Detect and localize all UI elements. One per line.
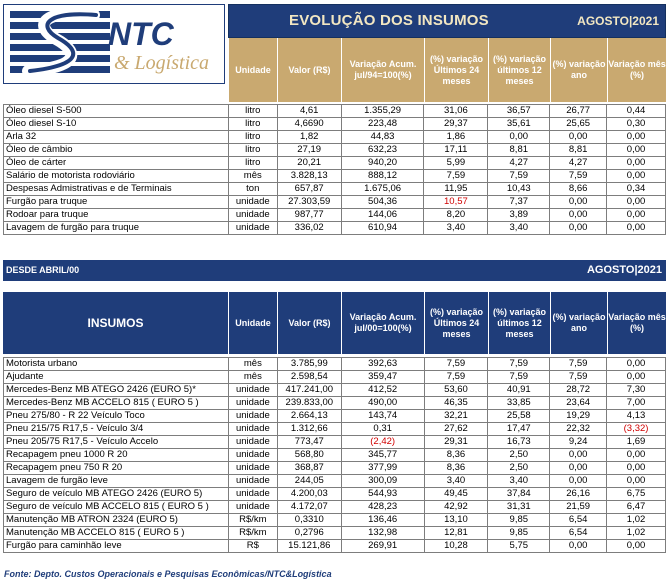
cell-ano: 26,16 (550, 488, 607, 501)
cell-name: Furgão para caminhão leve (4, 540, 229, 553)
cell-v24: 10,57 (424, 196, 488, 209)
cell-ano: 21,59 (550, 501, 607, 514)
cell-v12: 7,59 (488, 170, 550, 183)
cell-ano: 0,00 (550, 196, 607, 209)
cell-ano: 0,00 (550, 222, 607, 235)
cell-v12: 40,91 (488, 384, 550, 397)
cell-acum: 1.675,06 (341, 183, 424, 196)
cell-mes: 1,69 (607, 436, 666, 449)
cell-mes: 0,00 (607, 170, 666, 183)
cell-v12: 0,00 (488, 131, 550, 144)
cell-ano: 0,00 (550, 462, 607, 475)
cell-unit: unidade (228, 196, 277, 209)
cell-unit: R$/km (228, 514, 277, 527)
cell-acum: 300,09 (341, 475, 424, 488)
t2-col-ano: (%) variação ano (550, 292, 607, 354)
cell-v12: 31,31 (488, 501, 550, 514)
cell-mes: 0,00 (607, 462, 666, 475)
cell-v24: 17,11 (424, 144, 488, 157)
table-row (4, 397, 666, 410)
t2-col-v12: (%) variação últimos 12 meses (488, 292, 550, 354)
cell-acum: 544,93 (341, 488, 424, 501)
cell-v24: 5,99 (424, 157, 488, 170)
cell-v12: 2,50 (488, 462, 550, 475)
table-row (4, 423, 666, 436)
cell-v24: 3,40 (424, 222, 488, 235)
cell-v12: 2,50 (488, 449, 550, 462)
cell-v24: 29,37 (424, 118, 488, 131)
table-row (4, 196, 666, 209)
cell-ano: 0,00 (550, 209, 607, 222)
cell-acum: 412,52 (341, 384, 424, 397)
cell-acum: 428,23 (341, 501, 424, 514)
cell-v24: 32,21 (424, 410, 488, 423)
cell-acum: 940,20 (341, 157, 424, 170)
cell-mes: 0,00 (607, 358, 666, 371)
t2-col-unit: Unidade (228, 292, 277, 354)
t1-col-ano: (%) variação ano (550, 38, 607, 102)
cell-ano: 6,54 (550, 514, 607, 527)
t2-col-insumos: INSUMOS (3, 292, 228, 354)
cell-name: Furgão para truque (4, 196, 229, 209)
cell-v24: 10,28 (424, 540, 488, 553)
t1-col-unit: Unidade (228, 38, 277, 102)
cell-value: 4,61 (277, 105, 341, 118)
ntc-logo (3, 4, 225, 84)
cell-value: 1.312,66 (277, 423, 341, 436)
table-row (4, 157, 666, 170)
cell-v12: 17,47 (488, 423, 550, 436)
cell-mes: 0,34 (607, 183, 666, 196)
table-row (4, 501, 666, 514)
cell-v24: 7,59 (424, 371, 488, 384)
cell-acum: 377,99 (341, 462, 424, 475)
cell-value: 0,3310 (277, 514, 341, 527)
cell-name: Motorista urbano (4, 358, 229, 371)
cell-value: 336,02 (277, 222, 341, 235)
cell-name: Rodoar para truque (4, 209, 229, 222)
cell-name: Manutenção MB ACCELO 815 ( EURO 5 ) (4, 527, 229, 540)
cell-name: Ajudante (4, 371, 229, 384)
cell-unit: mês (228, 170, 277, 183)
cell-mes: 0,00 (607, 222, 666, 235)
cell-name: Lavagem de furgão para truque (4, 222, 229, 235)
cell-v12: 9,85 (488, 527, 550, 540)
cell-v12: 3,40 (488, 222, 550, 235)
cell-v24: 49,45 (424, 488, 488, 501)
cell-value: 4,6690 (277, 118, 341, 131)
section-2-label: DESDE ABRIL/00 (6, 265, 80, 275)
t1-col-value: Valor (R$) (277, 38, 341, 102)
cell-value: 4.200,03 (277, 488, 341, 501)
insumos-table-2 (3, 357, 666, 553)
cell-ano: 4,27 (550, 157, 607, 170)
cell-ano: 6,54 (550, 527, 607, 540)
cell-mes: 0,00 (607, 209, 666, 222)
table-row (4, 527, 666, 540)
cell-unit: litro (228, 105, 277, 118)
cell-v12: 4,27 (488, 157, 550, 170)
cell-unit: unidade (228, 488, 277, 501)
cell-ano: 23,64 (550, 397, 607, 410)
table-row (4, 105, 666, 118)
cell-ano: 8,81 (550, 144, 607, 157)
cell-value: 657,87 (277, 183, 341, 196)
cell-v24: 8,20 (424, 209, 488, 222)
t1-col-mes: Variação mês (%) (607, 38, 666, 102)
cell-v12: 36,57 (488, 105, 550, 118)
cell-v24: 8,36 (424, 449, 488, 462)
cell-name: Óleo de câmbio (4, 144, 229, 157)
cell-name: Salário de motorista rodoviário (4, 170, 229, 183)
table-row (4, 371, 666, 384)
table-row (4, 118, 666, 131)
cell-acum: 44,83 (341, 131, 424, 144)
page-title: EVOLUÇÃO DOS INSUMOS (289, 12, 489, 29)
cell-value: 2.664,13 (277, 410, 341, 423)
cell-value: 368,87 (277, 462, 341, 475)
cell-mes: 7,00 (607, 397, 666, 410)
cell-v24: 12,81 (424, 527, 488, 540)
cell-unit: unidade (228, 449, 277, 462)
cell-name: Recapagem pneu 1000 R 20 (4, 449, 229, 462)
cell-v24: 7,59 (424, 170, 488, 183)
cell-ano: 9,24 (550, 436, 607, 449)
cell-value: 773,47 (277, 436, 341, 449)
cell-unit: unidade (228, 436, 277, 449)
cell-name: Lavagem de furgão leve (4, 475, 229, 488)
table-row (4, 358, 666, 371)
cell-v12: 7,59 (488, 371, 550, 384)
cell-mes: 4,13 (607, 410, 666, 423)
footer-source: Fonte: Depto. Custos Operacionais e Pesquisas Econômicas/NTC&Logística (4, 569, 332, 579)
table-row (4, 436, 666, 449)
cell-name: Pneu 205/75 R17,5 - Veículo Accelo (4, 436, 229, 449)
cell-acum: 132,98 (341, 527, 424, 540)
cell-unit: unidade (228, 222, 277, 235)
table-row (4, 514, 666, 527)
insumos-table-1 (3, 104, 666, 235)
cell-v24: 7,59 (424, 358, 488, 371)
cell-value: 244,05 (277, 475, 341, 488)
table-row (4, 209, 666, 222)
table-row (4, 222, 666, 235)
cell-unit: unidade (228, 462, 277, 475)
cell-acum: 223,48 (341, 118, 424, 131)
table-row (4, 384, 666, 397)
cell-ano: 28,72 (550, 384, 607, 397)
cell-unit: unidade (228, 384, 277, 397)
cell-name: Despesas Admistrativas e de Terminais (4, 183, 229, 196)
cell-unit: litro (228, 144, 277, 157)
cell-mes: 1,02 (607, 527, 666, 540)
cell-mes: 0,00 (607, 540, 666, 553)
cell-ano: 26,77 (550, 105, 607, 118)
cell-acum: 345,77 (341, 449, 424, 462)
cell-acum: 504,36 (341, 196, 424, 209)
cell-value: 15.121,86 (277, 540, 341, 553)
cell-ano: 0,00 (550, 131, 607, 144)
cell-name: Óleo diesel S-10 (4, 118, 229, 131)
section-2-month: AGOSTO|2021 (586, 264, 662, 276)
cell-ano: 0,00 (550, 449, 607, 462)
cell-v24: 8,36 (424, 462, 488, 475)
cell-v24: 42,92 (424, 501, 488, 514)
t1-col-acum: Variação Acum. jul/94=100(%) (341, 38, 424, 102)
cell-mes: (3,32) (607, 423, 666, 436)
cell-unit: litro (228, 131, 277, 144)
cell-mes: 0,00 (607, 449, 666, 462)
cell-mes: 0,30 (607, 118, 666, 131)
t2-col-acum: Variação Acum. jul/00=100(%) (341, 292, 424, 354)
cell-unit: mês (228, 371, 277, 384)
cell-acum: 490,00 (341, 397, 424, 410)
cell-v24: 27,62 (424, 423, 488, 436)
table-row (4, 183, 666, 196)
cell-name: Manutenção MB ATRON 2324 (EURO 5) (4, 514, 229, 527)
cell-value: 3.785,99 (277, 358, 341, 371)
cell-v24: 3,40 (424, 475, 488, 488)
cell-mes: 6,75 (607, 488, 666, 501)
cell-value: 1,82 (277, 131, 341, 144)
cell-v12: 37,84 (488, 488, 550, 501)
cell-acum: 136,46 (341, 514, 424, 527)
cell-acum: 610,94 (341, 222, 424, 235)
cell-unit: mês (228, 358, 277, 371)
cell-v12: 3,40 (488, 475, 550, 488)
cell-unit: unidade (228, 397, 277, 410)
cell-unit: unidade (228, 423, 277, 436)
cell-name: Mercedes-Benz MB ACCELO 815 ( EURO 5 ) (4, 397, 229, 410)
cell-acum: 359,47 (341, 371, 424, 384)
cell-mes: 0,00 (607, 371, 666, 384)
cell-v12: 7,37 (488, 196, 550, 209)
cell-v24: 46,35 (424, 397, 488, 410)
cell-acum: 143,74 (341, 410, 424, 423)
cell-mes: 7,30 (607, 384, 666, 397)
cell-value: 27.303,59 (277, 196, 341, 209)
cell-value: 27,19 (277, 144, 341, 157)
cell-acum: 0,31 (341, 423, 424, 436)
cell-name: Seguro de veículo MB ACCELO 815 ( EURO 5 ) (4, 501, 229, 514)
cell-value: 4.172,07 (277, 501, 341, 514)
cell-value: 0,2796 (277, 527, 341, 540)
cell-unit: unidade (228, 209, 277, 222)
cell-unit: unidade (228, 410, 277, 423)
cell-name: Seguro de veículo MB ATEGO 2426 (EURO 5) (4, 488, 229, 501)
cell-unit: ton (228, 183, 277, 196)
cell-name: Arla 32 (4, 131, 229, 144)
cell-value: 2.598,54 (277, 371, 341, 384)
table-row (4, 488, 666, 501)
cell-mes: 6,47 (607, 501, 666, 514)
cell-unit: litro (228, 118, 277, 131)
cell-v12: 25,58 (488, 410, 550, 423)
table-row (4, 475, 666, 488)
cell-mes: 0,44 (607, 105, 666, 118)
header-bar (228, 4, 666, 38)
cell-acum: 1.355,29 (341, 105, 424, 118)
cell-v12: 7,59 (488, 358, 550, 371)
cell-v24: 31,06 (424, 105, 488, 118)
cell-unit: R$ (228, 540, 277, 553)
table-row (4, 540, 666, 553)
cell-mes: 0,00 (607, 144, 666, 157)
cell-v12: 10,43 (488, 183, 550, 196)
cell-mes: 0,00 (607, 131, 666, 144)
cell-ano: 8,66 (550, 183, 607, 196)
table-row (4, 462, 666, 475)
cell-mes: 1,02 (607, 514, 666, 527)
cell-unit: unidade (228, 475, 277, 488)
cell-value: 3.828,13 (277, 170, 341, 183)
section-2-bar (3, 260, 666, 281)
table-row (4, 410, 666, 423)
cell-mes: 0,00 (607, 196, 666, 209)
cell-v12: 33,85 (488, 397, 550, 410)
cell-ano: 22,32 (550, 423, 607, 436)
t2-col-mes: Variação mês (%) (607, 292, 666, 354)
cell-v24: 11,95 (424, 183, 488, 196)
cell-ano: 7,59 (550, 371, 607, 384)
cell-name: Mercedes-Benz MB ATEGO 2426 (EURO 5)* (4, 384, 229, 397)
cell-acum: 888,12 (341, 170, 424, 183)
cell-v12: 9,85 (488, 514, 550, 527)
cell-ano: 7,59 (550, 358, 607, 371)
cell-value: 987,77 (277, 209, 341, 222)
t1-col-v24: (%) variação Últimos 24 meses (424, 38, 488, 102)
cell-value: 568,80 (277, 449, 341, 462)
t2-col-v24: (%) variação Últimos 24 meses (424, 292, 488, 354)
table-row (4, 144, 666, 157)
cell-unit: R$/km (228, 527, 277, 540)
table-row (4, 131, 666, 144)
cell-v12: 3,89 (488, 209, 550, 222)
table-row (4, 449, 666, 462)
cell-name: Pneu 215/75 R17,5 - Veículo 3/4 (4, 423, 229, 436)
cell-mes: 0,00 (607, 475, 666, 488)
cell-v24: 53,60 (424, 384, 488, 397)
cell-value: 417.241,00 (277, 384, 341, 397)
cell-name: Óleo de cárter (4, 157, 229, 170)
logo-sub-text: & Logística (114, 52, 210, 74)
cell-v12: 5,75 (488, 540, 550, 553)
cell-ano: 0,00 (550, 475, 607, 488)
cell-unit: litro (228, 157, 277, 170)
cell-ano: 0,00 (550, 540, 607, 553)
cell-v12: 35,61 (488, 118, 550, 131)
cell-name: Óleo diesel S-500 (4, 105, 229, 118)
cell-mes: 0,00 (607, 157, 666, 170)
cell-ano: 25,65 (550, 118, 607, 131)
t1-col-v12: (%) variação últimos 12 meses (488, 38, 550, 102)
cell-v24: 29,31 (424, 436, 488, 449)
cell-name: Recapagem pneu 750 R 20 (4, 462, 229, 475)
cell-acum: 144,06 (341, 209, 424, 222)
cell-acum: 269,91 (341, 540, 424, 553)
logo-brand-text: NTC (108, 16, 174, 52)
cell-value: 20,21 (277, 157, 341, 170)
cell-v24: 13,10 (424, 514, 488, 527)
cell-ano: 7,59 (550, 170, 607, 183)
cell-acum: 632,23 (341, 144, 424, 157)
t2-col-value: Valor (R$) (277, 292, 341, 354)
cell-v12: 8,81 (488, 144, 550, 157)
cell-ano: 19,29 (550, 410, 607, 423)
cell-unit: unidade (228, 501, 277, 514)
cell-v24: 1,86 (424, 131, 488, 144)
table-row (4, 170, 666, 183)
cell-acum: 392,63 (341, 358, 424, 371)
cell-acum: (2,42) (341, 436, 424, 449)
cell-v12: 16,73 (488, 436, 550, 449)
cell-value: 239.833,00 (277, 397, 341, 410)
header-month: AGOSTO|2021 (577, 14, 659, 28)
cell-name: Pneu 275/80 - R 22 Veículo Toco (4, 410, 229, 423)
